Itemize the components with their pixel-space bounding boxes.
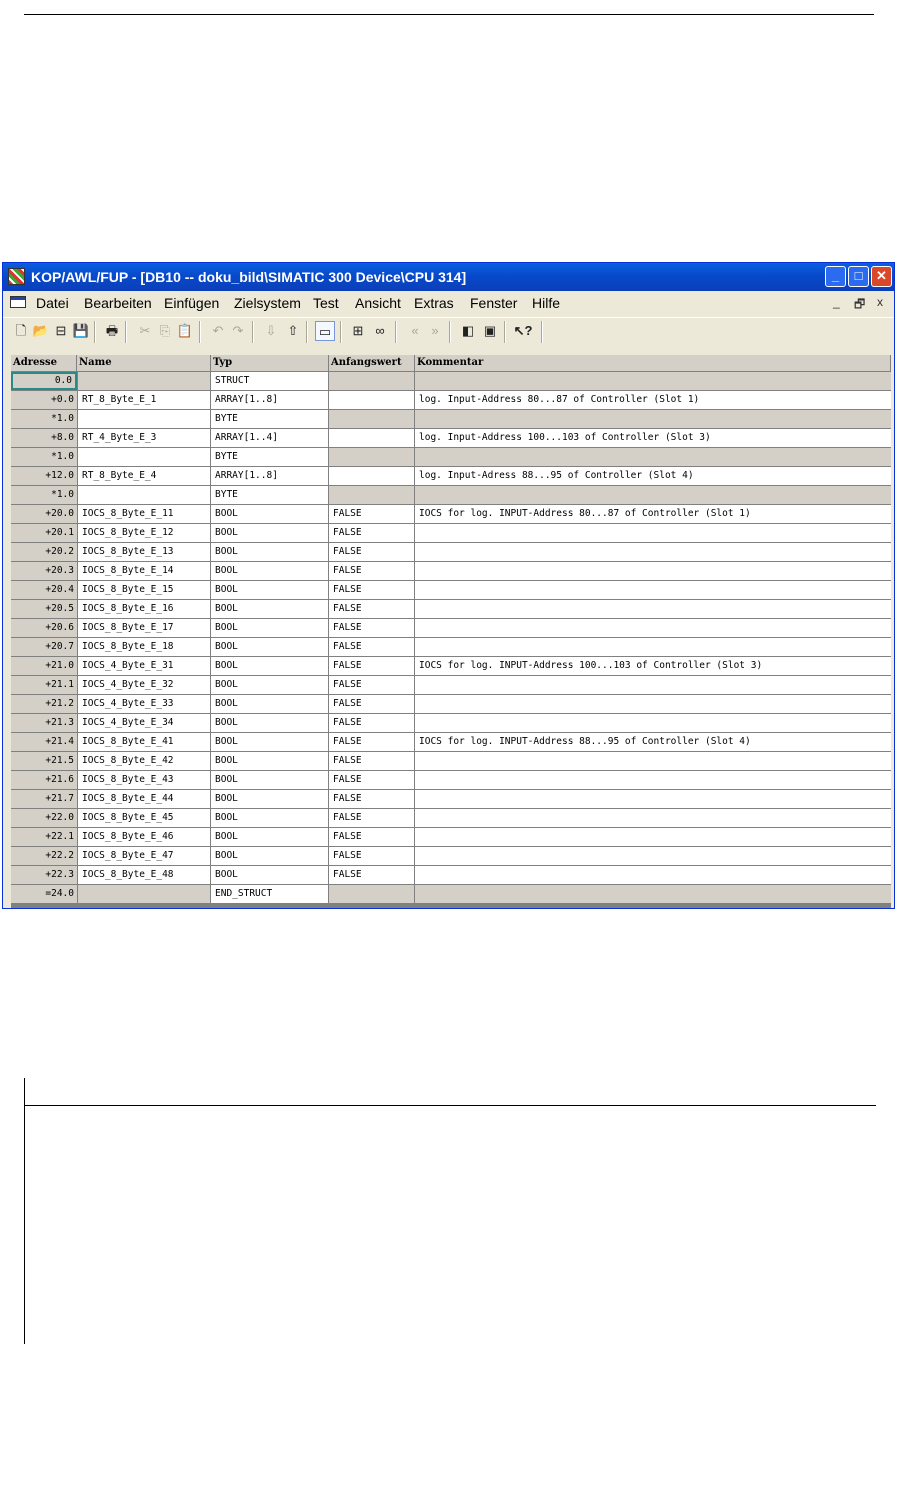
cell-typ[interactable]: BOOL	[211, 714, 328, 732]
cell-kommentar[interactable]	[415, 752, 891, 770]
cell-anfangswert[interactable]	[329, 486, 414, 504]
cell-typ[interactable]: BOOL	[211, 828, 328, 846]
cell-adresse[interactable]: =24.0	[11, 885, 77, 903]
table-row[interactable]	[11, 847, 891, 866]
cell-anfangswert[interactable]: FALSE	[329, 771, 414, 789]
cell-typ[interactable]: BOOL	[211, 657, 328, 675]
cell-anfangswert[interactable]: FALSE	[329, 847, 414, 865]
cell-kommentar[interactable]	[415, 695, 891, 713]
table-row[interactable]	[11, 372, 891, 391]
cell-anfangswert[interactable]: FALSE	[329, 733, 414, 751]
cell-anfangswert[interactable]	[329, 410, 414, 428]
cell-kommentar[interactable]	[415, 619, 891, 637]
table-row[interactable]	[11, 809, 891, 828]
cell-typ[interactable]: BOOL	[211, 771, 328, 789]
cell-anfangswert[interactable]: FALSE	[329, 790, 414, 808]
table-row[interactable]	[11, 714, 891, 733]
menu-test[interactable]: Test	[313, 295, 339, 311]
download-icon[interactable]: ⇩	[265, 323, 277, 338]
cell-typ[interactable]: BOOL	[211, 600, 328, 618]
col-header-kommentar[interactable]: Kommentar	[415, 355, 891, 371]
undo-icon[interactable]: ↶	[212, 323, 224, 338]
table-row[interactable]	[11, 429, 891, 448]
menu-datei[interactable]: Datei	[36, 295, 69, 311]
toolbar-separator	[541, 321, 543, 343]
cell-kommentar[interactable]: log. Input-Address 80...87 of Controller (Slot 1)	[415, 391, 891, 409]
cell-name[interactable]: IOCS_8_Byte_E_12	[78, 524, 210, 542]
cell-kommentar[interactable]	[415, 448, 891, 466]
cell-typ[interactable]: BOOL	[211, 638, 328, 656]
cell-typ[interactable]: BYTE	[211, 410, 328, 428]
cell-adresse[interactable]: +22.2	[11, 847, 77, 865]
cell-anfangswert[interactable]: FALSE	[329, 638, 414, 656]
col-header-typ[interactable]: Typ	[211, 355, 329, 371]
table-row[interactable]	[11, 885, 891, 904]
cell-anfangswert[interactable]: FALSE	[329, 581, 414, 599]
table-row[interactable]	[11, 695, 891, 714]
cell-adresse[interactable]: +20.3	[11, 562, 77, 580]
cell-typ[interactable]: ARRAY[1..4]	[211, 429, 328, 447]
table-row[interactable]	[11, 828, 891, 847]
cell-name[interactable]: IOCS_8_Byte_E_11	[78, 505, 210, 523]
cell-name[interactable]: RT_8_Byte_E_4	[78, 467, 210, 485]
cell-name[interactable]: IOCS_8_Byte_E_15	[78, 581, 210, 599]
cell-kommentar[interactable]	[415, 524, 891, 542]
cell-adresse[interactable]: +20.7	[11, 638, 77, 656]
menu-hilfe[interactable]: Hilfe	[532, 295, 561, 311]
cell-anfangswert[interactable]	[329, 467, 414, 485]
cell-adresse[interactable]: +20.5	[11, 600, 77, 618]
cell-anfangswert[interactable]: FALSE	[329, 828, 414, 846]
cell-adresse[interactable]: +20.0	[11, 505, 77, 523]
cell-name[interactable]: IOCS_8_Byte_E_43	[78, 771, 210, 789]
cell-kommentar[interactable]: IOCS for log. INPUT-Address 80...87 of Controller (Slot 1)	[415, 505, 891, 523]
cell-adresse[interactable]: 0.0	[11, 372, 77, 390]
cell-adresse[interactable]: +21.2	[11, 695, 77, 713]
cell-adresse[interactable]: +22.0	[11, 809, 77, 827]
table-row[interactable]	[11, 771, 891, 790]
cell-name[interactable]: RT_4_Byte_E_3	[78, 429, 210, 447]
print-icon[interactable]: 🖶	[105, 323, 119, 338]
save-icon[interactable]: 💾	[72, 323, 90, 338]
cell-typ[interactable]: BOOL	[211, 809, 328, 827]
cell-typ[interactable]: BOOL	[211, 562, 328, 580]
menu-ansicht[interactable]: Ansicht	[355, 295, 401, 311]
toolbar-separator	[395, 321, 397, 343]
table-row[interactable]	[11, 638, 891, 657]
cell-typ[interactable]: END_STRUCT	[211, 885, 328, 903]
cell-kommentar[interactable]	[415, 809, 891, 827]
table-row[interactable]	[11, 619, 891, 638]
cell-adresse[interactable]: +20.4	[11, 581, 77, 599]
toolbar-separator	[306, 321, 308, 343]
cell-anfangswert[interactable]: FALSE	[329, 505, 414, 523]
cell-kommentar[interactable]: IOCS for log. INPUT-Address 88...95 of Controller (Slot 4)	[415, 733, 891, 751]
cell-adresse[interactable]: +21.0	[11, 657, 77, 675]
table-row[interactable]	[11, 410, 891, 429]
menu-zielsystem[interactable]: Zielsystem	[234, 295, 301, 311]
cell-name[interactable]: IOCS_4_Byte_E_32	[78, 676, 210, 694]
cell-adresse[interactable]: +0.0	[11, 391, 77, 409]
table-row[interactable]	[11, 752, 891, 771]
cell-typ[interactable]: BOOL	[211, 505, 328, 523]
cell-kommentar[interactable]	[415, 581, 891, 599]
cell-kommentar[interactable]	[415, 714, 891, 732]
cell-kommentar[interactable]	[415, 638, 891, 656]
cell-kommentar[interactable]	[415, 562, 891, 580]
menu-fenster[interactable]: Fenster	[470, 295, 518, 311]
monitor-icon[interactable]: ∞	[375, 323, 385, 338]
mdi-minimize-button[interactable]: _	[833, 295, 840, 309]
cell-typ[interactable]: BYTE	[211, 448, 328, 466]
title-bar[interactable]	[3, 263, 894, 291]
new-icon[interactable]: 🗋	[15, 323, 27, 338]
page-top-rule	[24, 14, 874, 15]
table-row[interactable]	[11, 467, 891, 486]
network-icon[interactable]: ⊞	[352, 323, 364, 338]
table-row[interactable]	[11, 676, 891, 695]
toolbar-separator	[252, 321, 254, 343]
open-icon[interactable]: 📂	[32, 323, 50, 338]
cell-name[interactable]: IOCS_4_Byte_E_31	[78, 657, 210, 675]
cell-typ[interactable]: BOOL	[211, 733, 328, 751]
minimize-button[interactable]: _	[825, 266, 846, 287]
cell-typ[interactable]: ARRAY[1..8]	[211, 391, 328, 409]
toolbar	[3, 317, 894, 346]
cell-adresse[interactable]: *1.0	[11, 410, 77, 428]
cell-anfangswert[interactable]: FALSE	[329, 524, 414, 542]
cell-name[interactable]: IOCS_8_Byte_E_42	[78, 752, 210, 770]
cell-typ[interactable]: BOOL	[211, 847, 328, 865]
accessible-nodes-icon[interactable]: ⊟	[55, 323, 67, 338]
cell-kommentar[interactable]	[415, 866, 891, 884]
cell-name[interactable]: IOCS_8_Byte_E_47	[78, 847, 210, 865]
cell-name[interactable]: IOCS_4_Byte_E_34	[78, 714, 210, 732]
cell-name[interactable]: IOCS_8_Byte_E_13	[78, 543, 210, 561]
table-row[interactable]	[11, 600, 891, 619]
cell-kommentar[interactable]	[415, 486, 891, 504]
toolbar-separator	[199, 321, 201, 343]
cell-adresse[interactable]: +20.2	[11, 543, 77, 561]
cell-name[interactable]	[78, 448, 210, 466]
details-icon[interactable]: ▣	[483, 323, 497, 338]
editor-window	[2, 262, 895, 909]
menu-bar	[3, 291, 894, 315]
cell-kommentar[interactable]	[415, 771, 891, 789]
cell-anfangswert[interactable]	[329, 391, 414, 409]
cell-kommentar[interactable]	[415, 676, 891, 694]
cell-adresse[interactable]: +21.7	[11, 790, 77, 808]
maximize-button[interactable]: □	[848, 266, 869, 287]
cell-anfangswert[interactable]	[329, 885, 414, 903]
cell-kommentar[interactable]	[415, 410, 891, 428]
cell-adresse[interactable]: +21.4	[11, 733, 77, 751]
table-row[interactable]	[11, 391, 891, 410]
table-row[interactable]	[11, 733, 891, 752]
declaration-table	[11, 355, 891, 909]
cell-anfangswert[interactable]: FALSE	[329, 752, 414, 770]
cell-name[interactable]	[78, 410, 210, 428]
table-row[interactable]	[11, 486, 891, 505]
cell-kommentar[interactable]	[415, 600, 891, 618]
cell-kommentar[interactable]: IOCS for log. INPUT-Address 100...103 of Controller (Slot 3)	[415, 657, 891, 675]
cell-typ[interactable]: ARRAY[1..8]	[211, 467, 328, 485]
cell-typ[interactable]: STRUCT	[211, 372, 328, 390]
cell-typ[interactable]: BOOL	[211, 581, 328, 599]
toolbar-separator	[504, 321, 506, 343]
next-error-icon[interactable]: »	[431, 323, 439, 338]
menu-extras[interactable]: Extras	[414, 295, 454, 311]
cell-adresse[interactable]: +8.0	[11, 429, 77, 447]
cell-anfangswert[interactable]: FALSE	[329, 657, 414, 675]
cell-name[interactable]: IOCS_4_Byte_E_33	[78, 695, 210, 713]
cell-adresse[interactable]: +21.5	[11, 752, 77, 770]
cell-name[interactable]: IOCS_8_Byte_E_18	[78, 638, 210, 656]
cell-name[interactable]: IOCS_8_Byte_E_48	[78, 866, 210, 884]
cell-adresse[interactable]: +22.1	[11, 828, 77, 846]
cell-adresse[interactable]: +20.6	[11, 619, 77, 637]
toolbar-separator	[340, 321, 342, 343]
toolbar-separator	[449, 321, 451, 343]
cell-name[interactable]: IOCS_8_Byte_E_16	[78, 600, 210, 618]
cell-adresse[interactable]: +20.1	[11, 524, 77, 542]
cell-kommentar[interactable]	[415, 847, 891, 865]
cell-adresse[interactable]: *1.0	[11, 486, 77, 504]
cell-adresse[interactable]: +21.3	[11, 714, 77, 732]
cell-anfangswert[interactable]: FALSE	[329, 543, 414, 561]
cell-name[interactable]	[78, 372, 210, 390]
cell-anfangswert[interactable]	[329, 448, 414, 466]
paste-icon[interactable]: 📋	[176, 323, 194, 338]
table-row[interactable]	[11, 524, 891, 543]
cell-typ[interactable]: BOOL	[211, 543, 328, 561]
cell-anfangswert[interactable]: FALSE	[329, 866, 414, 884]
window-title: KOP/AWL/FUP - [DB10 -- doku_bild\SIMATIC 300 Device\CPU 314]	[31, 269, 467, 285]
copy-icon[interactable]: ⎘	[159, 323, 171, 338]
close-button[interactable]: ✕	[871, 266, 892, 287]
cell-typ[interactable]: BOOL	[211, 695, 328, 713]
cell-anfangswert[interactable]: FALSE	[329, 619, 414, 637]
cell-adresse[interactable]: +22.3	[11, 866, 77, 884]
col-header-name[interactable]: Name	[77, 355, 211, 371]
cell-typ[interactable]: BYTE	[211, 486, 328, 504]
cell-anfangswert[interactable]: FALSE	[329, 600, 414, 618]
page-frame-left-line	[24, 1078, 25, 1344]
app-icon[interactable]	[8, 268, 25, 285]
col-header-adresse[interactable]: Adresse	[11, 355, 77, 371]
page-frame-rule	[24, 1105, 876, 1106]
cut-icon[interactable]: ✂	[139, 323, 151, 338]
cell-anfangswert[interactable]: FALSE	[329, 714, 414, 732]
cell-anfangswert[interactable]	[329, 429, 414, 447]
cell-adresse[interactable]: +21.6	[11, 771, 77, 789]
table-row[interactable]	[11, 581, 891, 600]
upload-icon[interactable]: ⇧	[287, 323, 299, 338]
table-row[interactable]	[11, 657, 891, 676]
cell-kommentar[interactable]	[415, 828, 891, 846]
cell-name[interactable]	[78, 885, 210, 903]
cell-kommentar[interactable]	[415, 885, 891, 903]
cell-name[interactable]: IOCS_8_Byte_E_14	[78, 562, 210, 580]
menu-einfuegen[interactable]: Einfügen	[164, 295, 220, 311]
mdi-close-button[interactable]: x	[877, 295, 883, 309]
cell-adresse[interactable]: +12.0	[11, 467, 77, 485]
table-row[interactable]	[11, 505, 891, 524]
document-icon[interactable]	[10, 296, 26, 308]
cell-adresse[interactable]: *1.0	[11, 448, 77, 466]
toolbar-separator	[125, 321, 127, 343]
cell-name[interactable]: IOCS_8_Byte_E_17	[78, 619, 210, 637]
cell-anfangswert[interactable]	[329, 372, 414, 390]
cell-kommentar[interactable]	[415, 372, 891, 390]
cell-anfangswert[interactable]: FALSE	[329, 809, 414, 827]
help-icon[interactable]: ↖?	[513, 323, 533, 338]
cell-anfangswert[interactable]: FALSE	[329, 676, 414, 694]
cell-kommentar[interactable]	[415, 790, 891, 808]
cell-kommentar[interactable]	[415, 543, 891, 561]
mdi-restore-button[interactable]: 🗗	[854, 297, 866, 311]
cell-anfangswert[interactable]: FALSE	[329, 695, 414, 713]
overview-icon[interactable]: ◧	[461, 323, 475, 338]
cell-typ[interactable]: BOOL	[211, 524, 328, 542]
cell-name[interactable]: IOCS_8_Byte_E_41	[78, 733, 210, 751]
toolbar-separator	[94, 321, 96, 343]
cell-typ[interactable]: BOOL	[211, 619, 328, 637]
cell-kommentar[interactable]: log. Input-Address 100...103 of Controller (Slot 3)	[415, 429, 891, 447]
redo-icon[interactable]: ↷	[232, 323, 244, 338]
prev-error-icon[interactable]: «	[411, 323, 419, 338]
cell-kommentar[interactable]: log. Input-Adress 88...95 of Controller (Slot 4)	[415, 467, 891, 485]
menu-bearbeiten[interactable]: Bearbeiten	[84, 295, 152, 311]
cell-anfangswert[interactable]: FALSE	[329, 562, 414, 580]
cell-typ[interactable]: BOOL	[211, 866, 328, 884]
table-row[interactable]	[11, 448, 891, 467]
cell-name[interactable]	[78, 486, 210, 504]
cell-name[interactable]: RT_8_Byte_E_1	[78, 391, 210, 409]
cell-typ[interactable]: BOOL	[211, 676, 328, 694]
declaration-view-icon[interactable]: ▭	[315, 321, 335, 341]
cell-name[interactable]: IOCS_8_Byte_E_45	[78, 809, 210, 827]
cell-name[interactable]: IOCS_8_Byte_E_46	[78, 828, 210, 846]
cell-name[interactable]: IOCS_8_Byte_E_44	[78, 790, 210, 808]
table-row[interactable]	[11, 562, 891, 581]
table-row[interactable]	[11, 543, 891, 562]
cell-typ[interactable]: BOOL	[211, 790, 328, 808]
cell-adresse[interactable]: +21.1	[11, 676, 77, 694]
cell-typ[interactable]: BOOL	[211, 752, 328, 770]
table-row[interactable]	[11, 790, 891, 809]
table-row[interactable]	[11, 866, 891, 885]
col-header-anfangswert[interactable]: Anfangswert	[329, 355, 415, 371]
